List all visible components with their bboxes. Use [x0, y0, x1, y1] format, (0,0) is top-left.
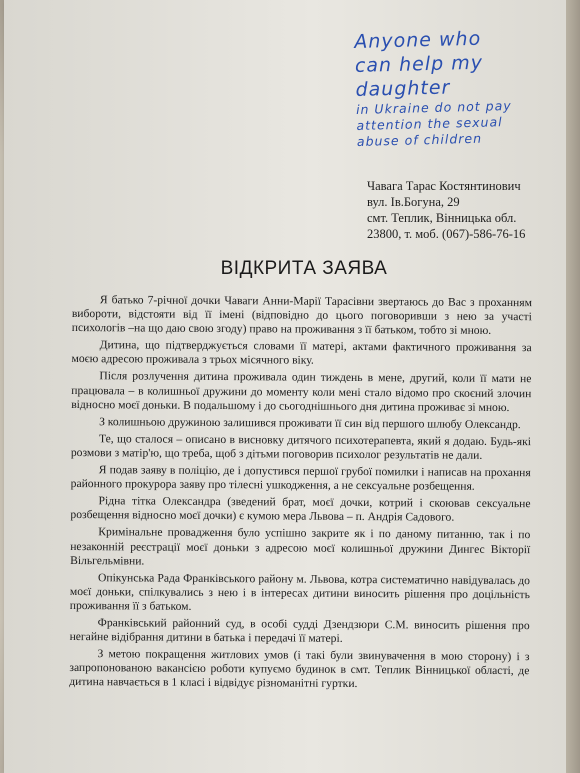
paragraph: Кримінальне провадження було успішно закрите як і по даному питанню, так і по незаконній реєстрації моєї доньки з адресою моєї колишньої дружини Дингес Вікторії Вільгельмівни.	[70, 525, 531, 568]
letter-page	[4, 0, 566, 773]
paragraph: Опікунська Рада Франківського району м. Львова, котра систематично навідувалась до моєї доньки, спілкувались з нею і в інтересах дитини виносить рішення про доцільність проживання її з батьком.	[69, 570, 531, 613]
handwritten-line: can help my	[354, 51, 484, 77]
paragraph: Дитина, що підтверджується словами її матері, актами фактичного проживання за моєю адресою проживала з трьох місячного віку.	[71, 338, 532, 368]
paragraph: Те, що сталося – описано в висновку дитячого психотерапевта, який я додаю. Будь-які розмови з матір'ю, що треба, щоб з дітьми поговорив психолог результатів не дали.	[70, 432, 532, 462]
handwritten-line: in Ukraine do not pay	[355, 97, 512, 117]
paragraph: З метою покращення житлових умов (і такі були звинувачення в мою сторону) і з запропонованою вакансією роботи купуємо будинок в смт. Теплик Вінницької області, де дитина навчається в 1 класі і відвідує різноманітні гуртки.	[69, 647, 530, 691]
paragraph: Після розлучення дитина проживала один тиждень в мене, другий, коли її мати не працювала – в колишньої дружини до моменту коли мені стало відомо про скоєний злочин відносно моєї доньки. В подальшому і до сьогоднішнього дня дитина проживає зі мною.	[71, 369, 532, 414]
paragraph: Я батько 7-річної дочки Чаваги Анни-Марії Тарасівни звертаюсь до Вас з проханням виборoти, відстояти від її імені (відповідно до цього поговоривши з нею за участі психологів –на що даю свою згоду) право на проживання з її батьком, тобто зі мною.	[71, 293, 532, 338]
sender-postal-phone: 23800, т. моб. (067)-586-76-16	[367, 227, 526, 241]
handwritten-line: attention the sexual	[356, 114, 503, 133]
handwritten-line: Anyone who	[354, 27, 482, 53]
paragraph: З колишньою дружиною залишився проживати її син від першого шлюбу Олександр.	[99, 414, 521, 431]
sender-street: вул. Ів.Богуна, 29	[367, 195, 460, 209]
paragraph: Рідна тітка Олександра (зведений брат, моєї дочки, котрий і скоював сексуальне розбещення відносно моєї дочки) є кумою мера Львова – п. Андрія Садового.	[70, 494, 531, 524]
handwritten-line: abuse of children	[356, 130, 483, 149]
handwritten-note	[354, 25, 566, 150]
sender-name: Чавага Тарас Костянтинович	[367, 179, 521, 193]
handwritten-line: daughter	[355, 76, 451, 101]
paragraph: Я подав заяву в поліцію, де і допустився першої грубої помилки і написав на прохання районного прокурора заяву про тілесні ушкодження, а не сексуальне розбещення.	[70, 463, 531, 493]
document-title: ВІДКРИТА ЗАЯВА	[220, 258, 388, 279]
letter-body	[69, 293, 532, 696]
paper-edge-shadow	[566, 0, 580, 773]
sender-address-block	[367, 178, 525, 242]
sender-town: смт. Теплик, Вінницька обл.	[367, 211, 517, 225]
paragraph: Франківський районний суд, в особі судді Дзендзюри С.М. виносить рішення про негайне відібрання дитини в батька і передачі її матері.	[69, 616, 530, 645]
